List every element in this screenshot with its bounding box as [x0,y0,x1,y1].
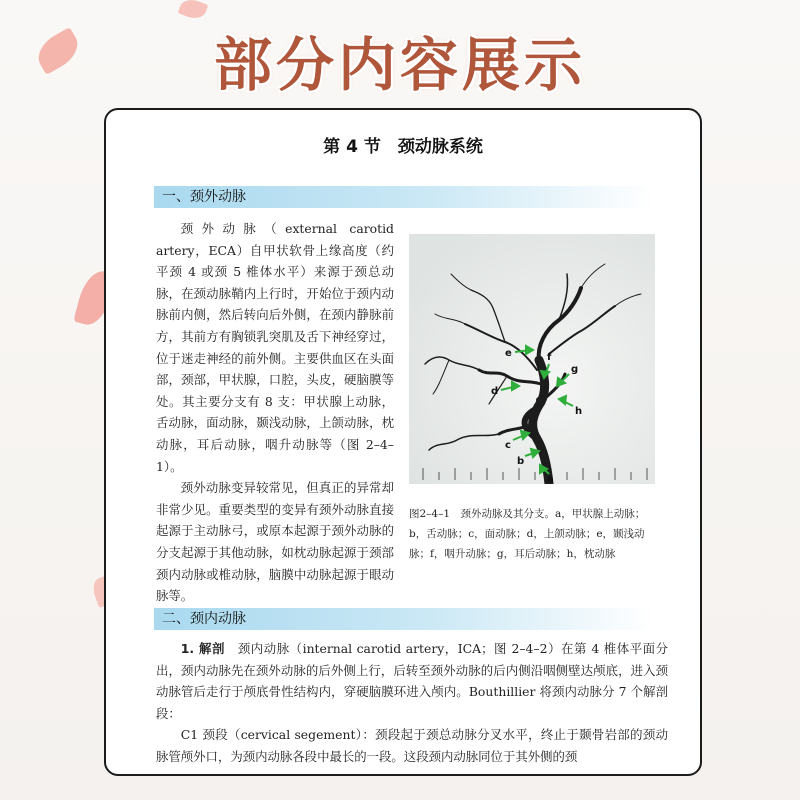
paragraph-ica-anatomy [156,638,668,724]
heading-internal-carotid: 二、颈内动脉 [154,608,654,630]
figure-caption: 图2–4–1 颈外动脉及其分支。a，甲状腺上动脉；b，舌动脉；c，面动脉；d，上颌动脉；e，颞浅动脉；f，咽升动脉；g，耳后动脉；h，枕动脉 [409,508,646,560]
section-title: 第 4 节 颈动脉系统 [323,137,483,157]
anatomy-lead: 1. 解剖 [180,641,225,656]
figure-label-b: b [517,456,525,467]
figure-label-f: f [547,352,552,363]
angiogram-figure [409,234,655,484]
body-column [156,218,394,607]
body-full-width [156,638,668,768]
figure-label-c: c [505,440,511,451]
paragraph-eca-variation: 颈外动脉变异较常见，但真正的异常却非常少见。重要类型的变异有颈外动脉直接起源于主动脉弓，或原本起源于颈外动脉的分支起源于其他动脉，如枕动脉起源于颈部颈内动脉或椎动脉，脑膜中动脉起源于眼动脉等。 [156,480,394,604]
figure-label-g: g [571,364,579,375]
paragraph-eca-anatomy: 颈外动脉（external carotid artery，ECA）自甲状软骨上缘高度（约平颈 4 或颈 5 椎体水平）来源于颈总动脉，在颈动脉鞘内上行时，开始位于颈内动脉前内侧，然后转向后外侧，在颈内静脉前方，其前方有胸锁乳突肌及舌下神经穿过，位于迷走神经的前外侧。主要供血区在头面部，颈部，甲状腺，口腔，头皮，硬脑膜等处。其主要分支有 8 支：甲状腺上动脉，舌动脉，面动脉，颞浅动脉，上颌动脉，枕动脉，耳后动脉，咽升动脉等（图 2–4–1）。 [156,221,394,474]
angiogram-image [409,234,655,484]
heading-external-carotid: 一、颈外动脉 [154,186,654,208]
book-page [104,108,702,776]
figure-label-a: a [547,474,554,484]
banner-title: 部分内容展示 [213,31,586,99]
paragraph-c1-segment: C1 颈段（cervical segement）：颈段起于颈总动脉分叉水平，终止于颞骨岩部的颈动脉管颅外口，为颈内动脉各段中最长的一段。这段颈内动脉同位于其外侧的颈 [156,727,668,764]
figure-label-d: d [491,386,499,397]
figure-label-e: e [505,348,512,359]
anatomy-text: 颈内动脉（internal carotid artery，ICA；图 2–4–2）在第 4 椎体平面分出，颈内动脉先在颈外动脉的后外侧上行，后转至颈外动脉的后内侧沿咽侧壁达颅底，进入颈动脉管后走行于颅底骨性结构内，穿硬脑膜环进入颅内。Bouthillier 将颈内动脉分 7 个解剖段： [156,641,668,721]
figure-label-h: h [575,406,583,417]
